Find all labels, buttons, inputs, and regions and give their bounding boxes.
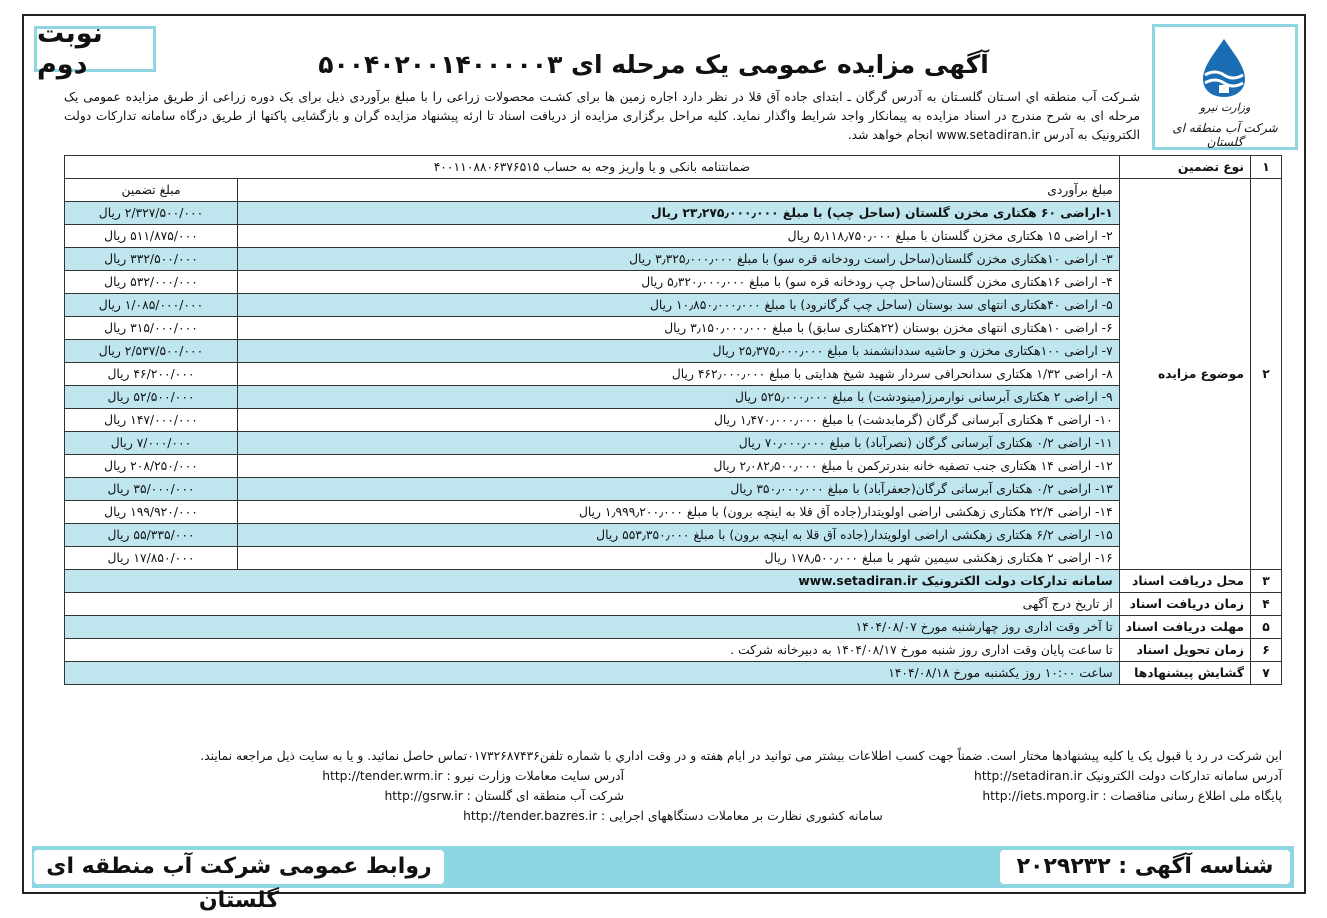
round-badge: نوبت دوم (34, 26, 156, 72)
lot-description: ۱۳- اراضی ۰/۲ هکتاری آبرسانی گرگان(جعفرآباد) با مبلغ ۳۵۰٫۰۰۰٫۰۰۰ ریال (238, 478, 1120, 501)
row-number: ۴ (1251, 593, 1282, 616)
lot-description: ۵- اراضی ۴۰هکتاری انتهای سد بوستان (ساحل چپ گرگانرود) با مبلغ ۱۰٫۸۵۰٫۰۰۰٫۰۰۰ ریال (238, 294, 1120, 317)
water-drop-logo-icon (1195, 37, 1253, 99)
opening-time: ساعت ۱۰:۰۰ روز یکشنبه مورخ ۱۴۰۴/۰۸/۱۸ (65, 662, 1120, 685)
footer-gsrw-link[interactable]: شرکت آب منطقه ای گلستان : http://gsrw.ir (384, 789, 624, 803)
lot-guarantee: ۵۲/۵۰۰/۰۰۰ ریال (65, 386, 238, 409)
table-row (65, 662, 1282, 685)
lot-row (65, 248, 1282, 271)
lot-guarantee: ۱۴۷/۰۰۰/۰۰۰ ریال (65, 409, 238, 432)
row-label: نوع تضمین (1119, 156, 1250, 179)
lot-guarantee: ۳۳۲/۵۰۰/۰۰۰ ریال (65, 248, 238, 271)
row-label: زمان دریافت اسناد (1119, 593, 1250, 616)
lot-row (65, 455, 1282, 478)
lot-guarantee: ۳۱۵/۰۰۰/۰۰۰ ریال (65, 317, 238, 340)
lot-guarantee: ۵۳۲/۰۰۰/۰۰۰ ریال (65, 271, 238, 294)
table-row (65, 179, 1282, 202)
ad-id-label: شناسه آگهی : ۲۰۲۹۲۳۲ (1000, 850, 1290, 884)
auction-table (64, 155, 1282, 685)
logo-company-text: شرکت آب منطقه ای گلستان (1172, 121, 1278, 149)
intro-paragraph: شـرکت آب منطقه اي اسـتان گلسـتان به آدرس گرگان ـ ابتدای جاده آق قلا در نظر دارد اجاره زمین ها برای کشـت محصولات زراعی را با مبلغ برآوردی ذیل برای یک دوره زراعی از طریق مزایده عمومی یک مرحله ای به شرح مندرج در اسناد مزایده به پیمانکار واجد شرایط واگذار نماید. کلیه مراحل برگزاری مزایده از دریافت اسناد تا ارئه پیشنهاد مزایده گران و بازگشایی پاکتها از طریق درگاه سامانه تدارکات دولت الکترونیک به آدرس www.setadiran.ir انجام خواهد شد. (64, 90, 1140, 142)
row-label: زمان تحویل اسناد (1119, 639, 1250, 662)
lot-description: ۱-اراضی ۶۰ هکتاری مخزن گلستان (ساحل چپ) با مبلغ ۲۳٫۲۷۵٫۰۰۰٫۰۰۰ ریال (238, 202, 1120, 225)
ad-title: آگهی مزایده عمومی یک مرحله ای ۵۰۰۴۰۲۰۰۱۴۰۰۰۰۰۳ (318, 50, 989, 79)
footer-wrm-link[interactable]: آدرس سایت معاملات وزارت نیرو : http://tender.wrm.ir (322, 769, 624, 783)
lot-row (65, 363, 1282, 386)
lot-guarantee: ۲/۳۲۷/۵۰۰/۰۰۰ ریال (65, 202, 238, 225)
lot-row (65, 547, 1282, 570)
lot-guarantee: ۷/۰۰۰/۰۰۰ ریال (65, 432, 238, 455)
row-number: ۷ (1251, 662, 1282, 685)
lot-description: ۱۲- اراضی ۱۴ هکتاری جنب تصفیه خانه بندرترکمن با مبلغ ۲٫۰۸۲٫۵۰۰٫۰۰۰ ریال (238, 455, 1120, 478)
table-row (65, 156, 1282, 179)
lot-guarantee: ۵۱۱/۸۷۵/۰۰۰ ریال (65, 225, 238, 248)
lot-row (65, 271, 1282, 294)
lot-description: ۷- اراضی ۱۰۰هکتاری مخزن و حاشیه سددانشمند با مبلغ ۲۵٫۳۷۵٫۰۰۰٫۰۰۰ ریال (238, 340, 1120, 363)
footer-bazres-link[interactable]: سامانه کشوری نظارت بر معاملات دستگاههای اجرایی : http://tender.bazres.ir (463, 809, 883, 823)
row-label: مهلت دریافت اسناد (1119, 616, 1250, 639)
footer-iets-link[interactable]: پایگاه ملی اطلاع رسانی مناقصات : http://iets.mporg.ir (982, 789, 1282, 803)
publisher-label: روابط عمومی شرکت آب منطقه ای گلستان (34, 850, 444, 884)
lot-row (65, 340, 1282, 363)
lot-description: ۳- اراضی ۱۰هکتاری مخزن گلستان(ساحل راست رودخانه قره سو) با مبلغ ۳٫۳۲۵٫۰۰۰٫۰۰۰ ریال (238, 248, 1120, 271)
row-number: ۳ (1251, 570, 1282, 593)
lot-guarantee: ۱۹۹/۹۲۰/۰۰۰ ریال (65, 501, 238, 524)
table-row (65, 639, 1282, 662)
lot-guarantee: ۲۰۸/۲۵۰/۰۰۰ ریال (65, 455, 238, 478)
row-label: گشایش پیشنهادها (1119, 662, 1250, 685)
lot-row (65, 524, 1282, 547)
lot-description: ۱۵- اراضی ۶/۲ هکتاری زهکشی اراضی اولویتدار(جاده آق قلا به اینچه برون) با مبلغ ۵۵۳٫۳۵۰٫۰۰۰ ریال (238, 524, 1120, 547)
lot-row (65, 317, 1282, 340)
table-row (65, 593, 1282, 616)
lot-row (65, 225, 1282, 248)
lot-description: ۸- اراضی ۱/۳۲ هکتاری سدانحرافی سردار شهید شیخ هدایتی با مبلغ ۴۶۲٫۰۰۰٫۰۰۰ ریال (238, 363, 1120, 386)
row-number: ۱ (1251, 156, 1282, 179)
lot-description: ۹- اراضی ۲ هکتاری آبرسانی نوارمرز(مینودشت) با مبلغ ۵۲۵٫۰۰۰٫۰۰۰ ریال (238, 386, 1120, 409)
footer-note: این شرکت در رد یا قبول یک یا کلیه پیشنهادها مختار است. ضمناً جهت کسب اطلاعات بیشتر می توانید در ایام هفته و در وقت اداري با شماره تلفن۰۱۷۳۲۶۸۷۴۳۶تماس حاصل نمائید. و یا به سایت ذیل مراجعه نمایند. (200, 749, 1282, 763)
documents-deadline: تا آخر وقت اداری روز چهارشنبه مورخ ۱۴۰۴/۰۸/۰۷ (65, 616, 1120, 639)
footer-seta-link[interactable]: آدرس سامانه تدارکات دولت الکترونیک http://setadiran.ir (974, 769, 1282, 783)
lot-description: ۶- اراضی ۱۰هکتاری انتهای مخزن بوستان (۲۲هکتاری سابق) با مبلغ ۳٫۱۵۰٫۰۰۰٫۰۰۰ ریال (238, 317, 1120, 340)
lot-guarantee: ۱۷/۸۵۰/۰۰۰ ریال (65, 547, 238, 570)
lot-description: ۱۱- اراضی ۰/۲ هکتاری آبرسانی گرگان (نصرآباد) با مبلغ ۷۰٫۰۰۰٫۰۰۰ ریال (238, 432, 1120, 455)
lot-row (65, 478, 1282, 501)
lot-row (65, 386, 1282, 409)
row-label: موضوع مزایده (1119, 179, 1250, 570)
lot-description: ۱۴- اراضی ۲۲/۴ هکتاری زهکشی اراضی اولویتدار(جاده آق قلا به اینچه برون) با مبلغ ۱٫۹۹۹٫۲۰۰٫۰۰۰ ریال (238, 501, 1120, 524)
lot-guarantee: ۵۵/۳۳۵/۰۰۰ ریال (65, 524, 238, 547)
lot-description: ۱۶- اراضی ۲ هکتاری زهکشی سیمین شهر با مبلغ ۱۷۸٫۵۰۰٫۰۰۰ ریال (238, 547, 1120, 570)
lot-description: ۱۰- اراضی ۴ هکتاری آبرسانی گرگان (گرمابدشت) با مبلغ ۱٫۴۷۰٫۰۰۰٫۰۰۰ ریال (238, 409, 1120, 432)
lot-guarantee: ۲/۵۳۷/۵۰۰/۰۰۰ ریال (65, 340, 238, 363)
submission-time: تا ساعت پایان وقت اداری روز شنبه مورخ ۱۴۰۴/۰۸/۱۷ به دبیرخانه شرکت . (65, 639, 1120, 662)
guarantee-header: مبلغ تضمین (65, 179, 238, 202)
lot-guarantee: ۴۶/۲۰۰/۰۰۰ ریال (65, 363, 238, 386)
estimate-header: مبلغ برآوردی (238, 179, 1120, 202)
lot-guarantee: ۳۵/۰۰۰/۰۰۰ ریال (65, 478, 238, 501)
documents-time: از تاریخ درج آگهی (65, 593, 1120, 616)
row-label: محل دریافت اسناد (1119, 570, 1250, 593)
lot-row (65, 202, 1282, 225)
row-number: ۵ (1251, 616, 1282, 639)
lot-row (65, 432, 1282, 455)
lot-description: ۲- اراضی ۱۵ هکتاری مخزن گلستان با مبلغ ۵٫۱۱۸٫۷۵۰٫۰۰۰ ریال (238, 225, 1120, 248)
table-row (65, 616, 1282, 639)
row-number: ۶ (1251, 639, 1282, 662)
lot-row (65, 409, 1282, 432)
lot-guarantee: ۱/۰۸۵/۰۰۰/۰۰۰ ریال (65, 294, 238, 317)
lot-row (65, 501, 1282, 524)
lot-description: ۴- اراضی ۱۶هکتاری مخزن گلستان(ساحل چپ رودخانه قره سو) با مبلغ ۵٫۳۲۰٫۰۰۰٫۰۰۰ ریال (238, 271, 1120, 294)
row-number: ۲ (1251, 179, 1282, 570)
lot-row (65, 294, 1282, 317)
guarantee-type: ضمانتنامه بانکی و یا واریز وجه به حساب ۴۰۰۱۱۰۸۸۰۶۳۷۶۵۱۵ (65, 156, 1120, 179)
logo-ministry-text: وزارت نیرو (1199, 101, 1251, 114)
table-row (65, 570, 1282, 593)
documents-location: سامانه تدارکات دولت الکترونیک www.setadiran.ir (65, 570, 1120, 593)
logo-box (1152, 24, 1298, 150)
